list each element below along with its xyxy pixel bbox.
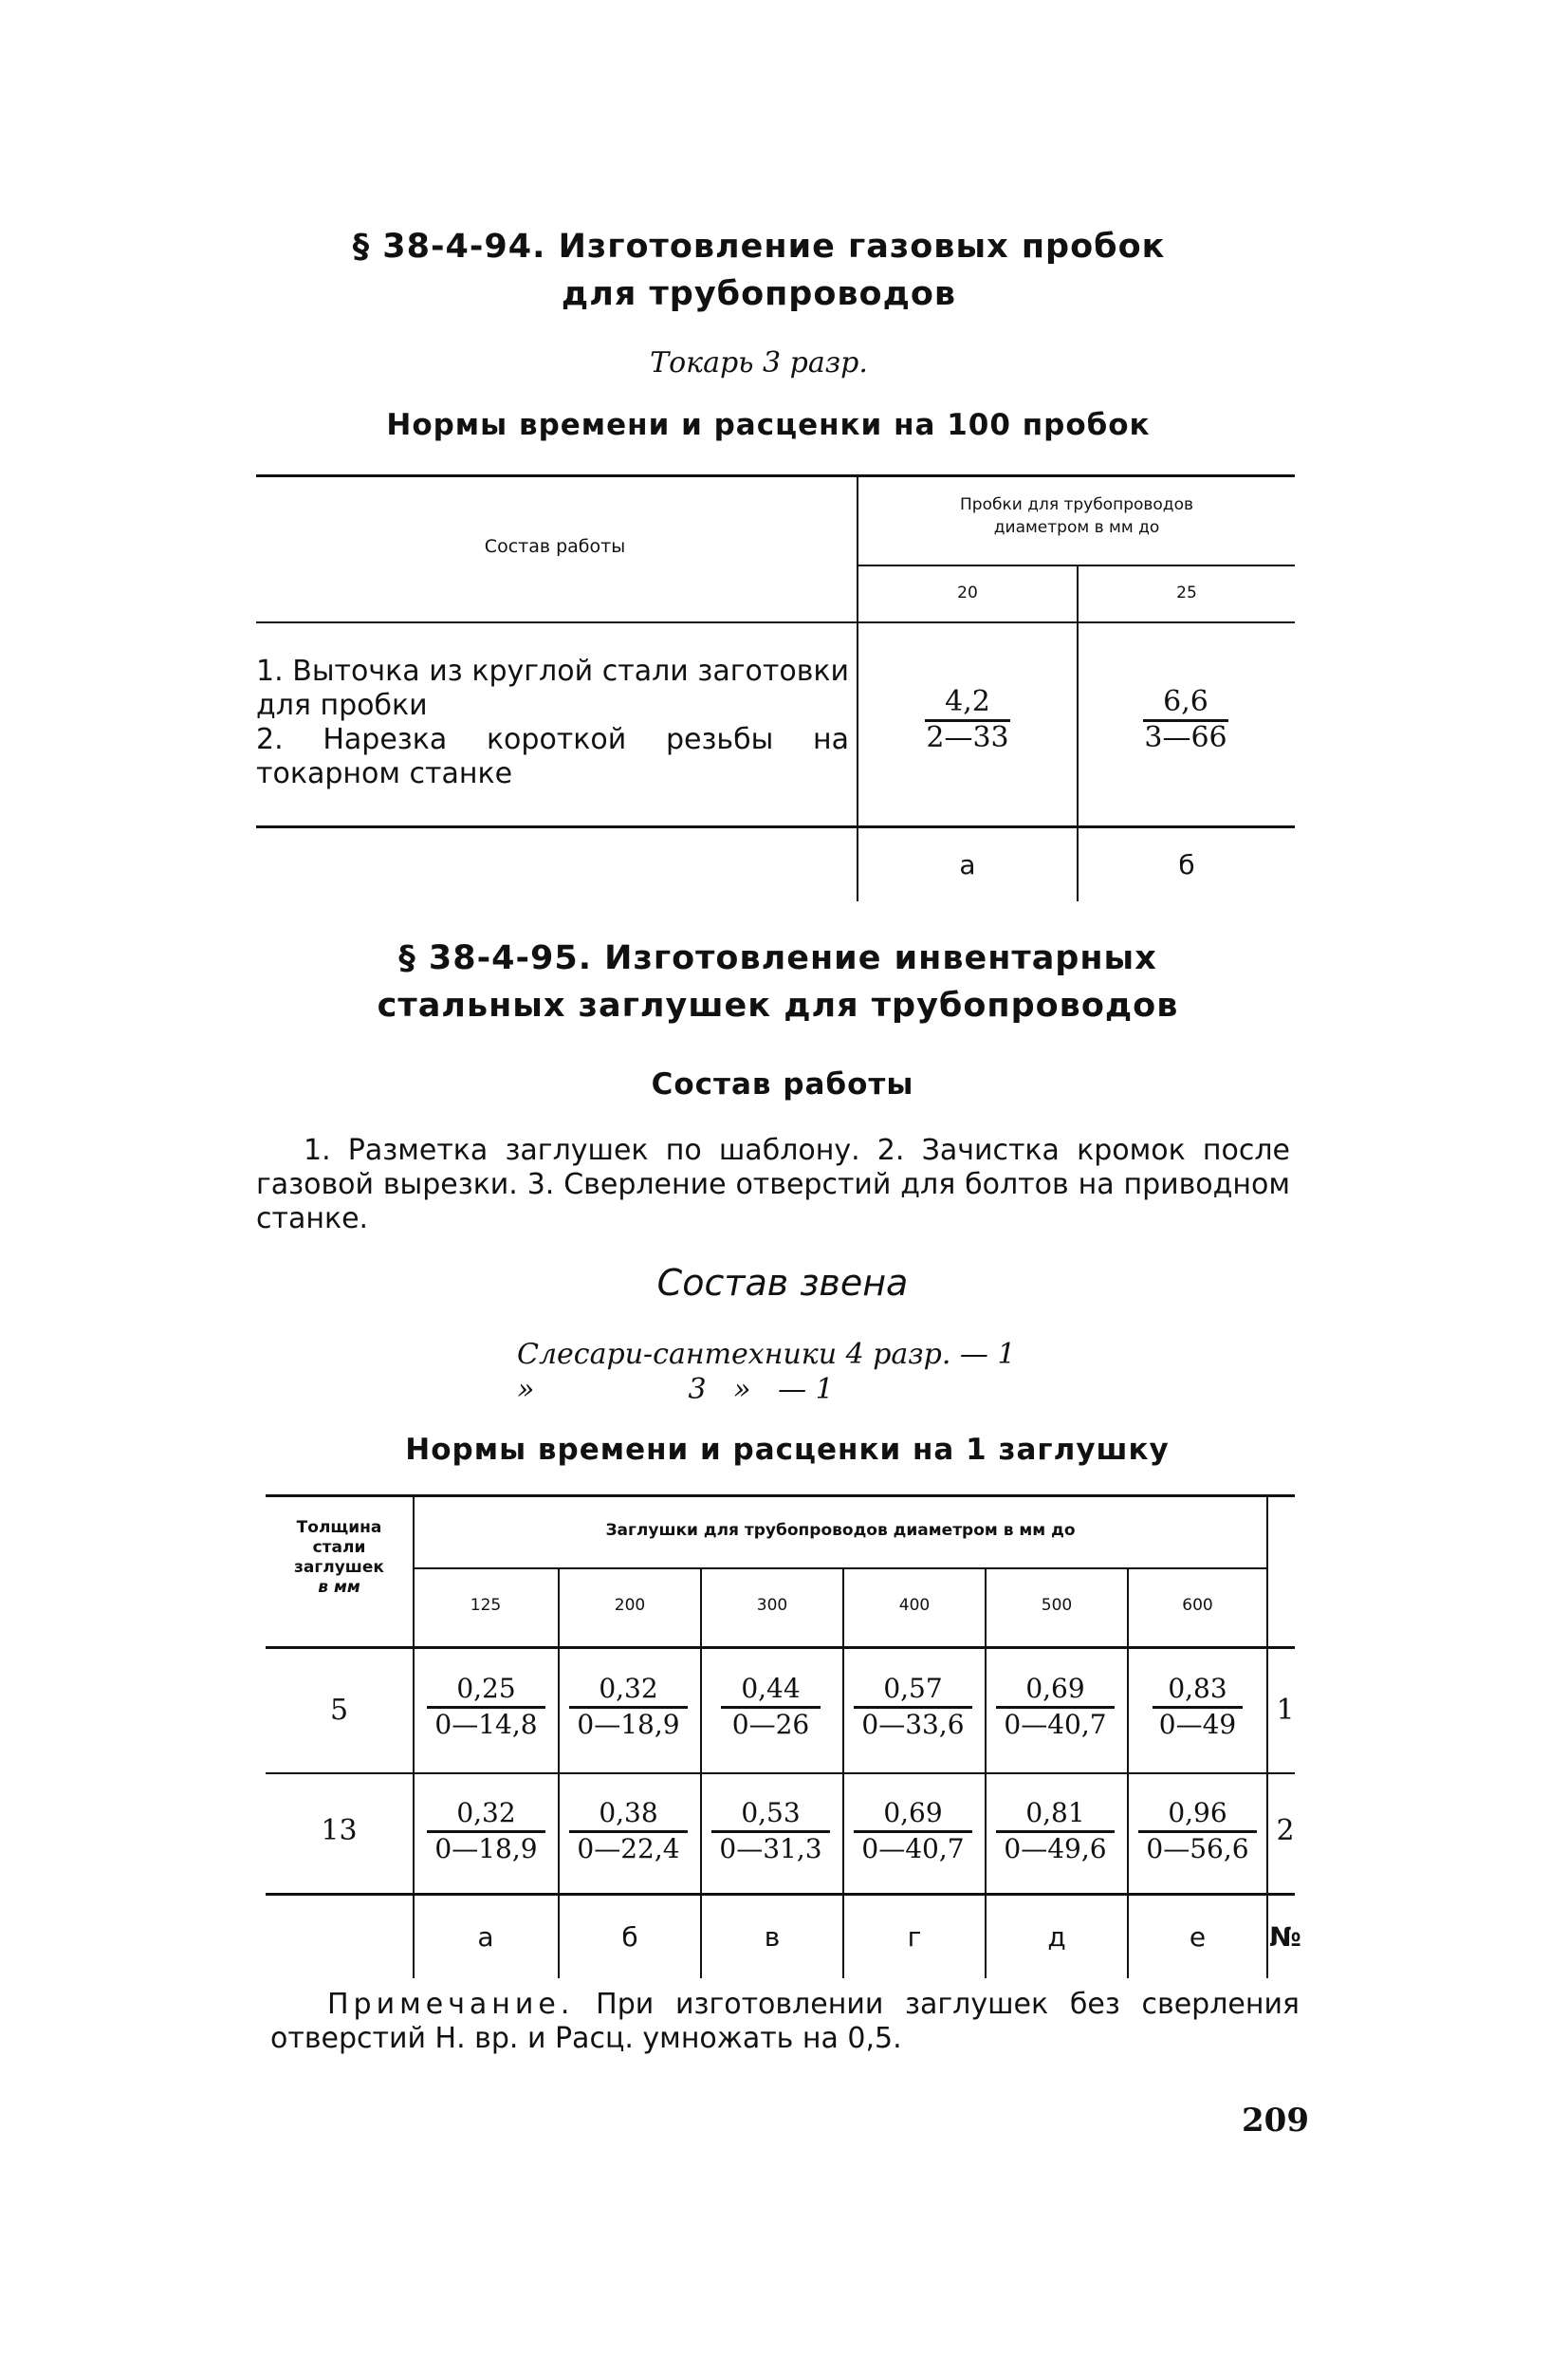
section2-row2-cell-125: $\frac{0,32}{0—18,9}$ xyxy=(427,1796,545,1865)
section2-row1-cell-600: $\frac{0,83}{0—49}$ xyxy=(1153,1672,1243,1741)
section2-crew-title: Состав звена xyxy=(656,1262,909,1304)
section2-crew-line2: » 3 » — 1 xyxy=(517,1373,834,1406)
section2-row2-cell-200: $\frac{0,38}{0—22,4}$ xyxy=(569,1796,688,1865)
section1-title-line1: § 38-4-94. Изготовление газовых пробок xyxy=(352,228,1166,266)
note-label: Примечание. xyxy=(327,1988,575,2021)
section2-row2-cell-400: $\frac{0,69}{0—40,7}$ xyxy=(854,1796,972,1865)
section2-row2-thickness: 13 xyxy=(321,1814,358,1847)
section2-col-letter-e: е xyxy=(1189,1921,1207,1953)
section2-row2-cell-300: $\frac{0,53}{0—31,3}$ xyxy=(711,1796,830,1865)
section2-row1-cell-200: $\frac{0,32}{0—18,9}$ xyxy=(569,1672,688,1741)
section2-no-label: № xyxy=(1269,1921,1301,1953)
section2-title-line2: стальных заглушек для трубопроводов xyxy=(377,987,1179,1025)
section2-row1-cell-400: $\frac{0,57}{0—33,6}$ xyxy=(854,1672,972,1741)
section2-work-text: 1. Разметка заглушек по шаблону. 2. Зачистка кромок после газовой вырезки. 3. Сверление отверстий для болтов на приводном станке. xyxy=(256,1134,1290,1235)
section2-row1-cell-300: $\frac{0,44}{0—26}$ xyxy=(721,1672,821,1741)
section2-row1-thickness: 5 xyxy=(329,1694,349,1727)
section1-work-item-1: 1. Выточка из круглой стали заготовки для пробки xyxy=(256,655,849,722)
section2-col-letter-d: д xyxy=(1047,1921,1066,1953)
section1-diameter-20: 20 xyxy=(957,584,978,602)
section2-col-letter-v: в xyxy=(764,1921,781,1953)
section2-group-header: Заглушки для трубопроводов диаметром в мм до xyxy=(605,1521,1076,1540)
section1-work-item-2: 2. Нарезка короткой резьбы на токарном станке xyxy=(256,723,849,790)
section1-group-header-line2: диаметром в мм до xyxy=(993,518,1160,537)
section2-col-letter-g: г xyxy=(907,1921,922,1953)
section2-row2-number: 2 xyxy=(1276,1814,1295,1847)
section1-norms-title: Нормы времени и расценки на 100 пробок xyxy=(386,408,1151,442)
section1-col-letter-a: а xyxy=(959,849,976,880)
section2-note xyxy=(270,1988,1300,2056)
section2-diameter-500: 500 xyxy=(1041,1596,1073,1615)
section2-row1-number: 1 xyxy=(1276,1694,1295,1727)
section2-col-letter-a: а xyxy=(477,1921,494,1953)
section2-work-title: Состав работы xyxy=(651,1067,914,1102)
section1-col-letter-b: б xyxy=(1178,849,1195,880)
section2-row2-cell-500: $\frac{0,81}{0—49,6}$ xyxy=(996,1796,1115,1865)
section2-row1-cell-500: $\frac{0,69}{0—40,7}$ xyxy=(996,1672,1115,1741)
section2-diameter-125: 125 xyxy=(470,1596,502,1615)
section2-thickness-header: Толщина стали заглушек в мм xyxy=(294,1518,384,1597)
section1-worker: Токарь 3 разр. xyxy=(650,346,868,380)
section2-row1-cell-125: $\frac{0,25}{0—14,8}$ xyxy=(427,1672,545,1741)
page-number: 209 xyxy=(1242,2102,1309,2140)
note-text: При изготовлении заглушек без сверления отверстий Н. вр. и Расц. умножать на 0,5. xyxy=(270,1988,1300,2055)
section2-diameter-200: 200 xyxy=(614,1596,646,1615)
section1-diameter-25: 25 xyxy=(1176,584,1197,602)
section2-diameter-300: 300 xyxy=(756,1596,788,1615)
section1-value-20: $\frac{4,2}{2—33}$ xyxy=(926,685,1009,754)
section2-crew-line1: Слесари-сантехники 4 разр. — 1 xyxy=(517,1338,1016,1371)
section1-col-header: Состав работы xyxy=(484,536,626,557)
section1-value-25: $\frac{6,6}{3—66}$ xyxy=(1144,685,1227,754)
section2-diameter-600: 600 xyxy=(1182,1596,1213,1615)
section1-group-header-line1: Пробки для трубопроводов xyxy=(960,495,1193,514)
section2-norms-title: Нормы времени и расценки на 1 заглушку xyxy=(405,1433,1170,1467)
section2-row2-cell-600: $\frac{0,96}{0—56,6}$ xyxy=(1138,1796,1257,1865)
section1-title-line2: для трубопроводов xyxy=(561,275,957,313)
section2-title-line1: § 38-4-95. Изготовление инвентарных xyxy=(398,939,1157,977)
section2-col-letter-b: б xyxy=(621,1921,638,1953)
section2-diameter-400: 400 xyxy=(898,1596,931,1615)
